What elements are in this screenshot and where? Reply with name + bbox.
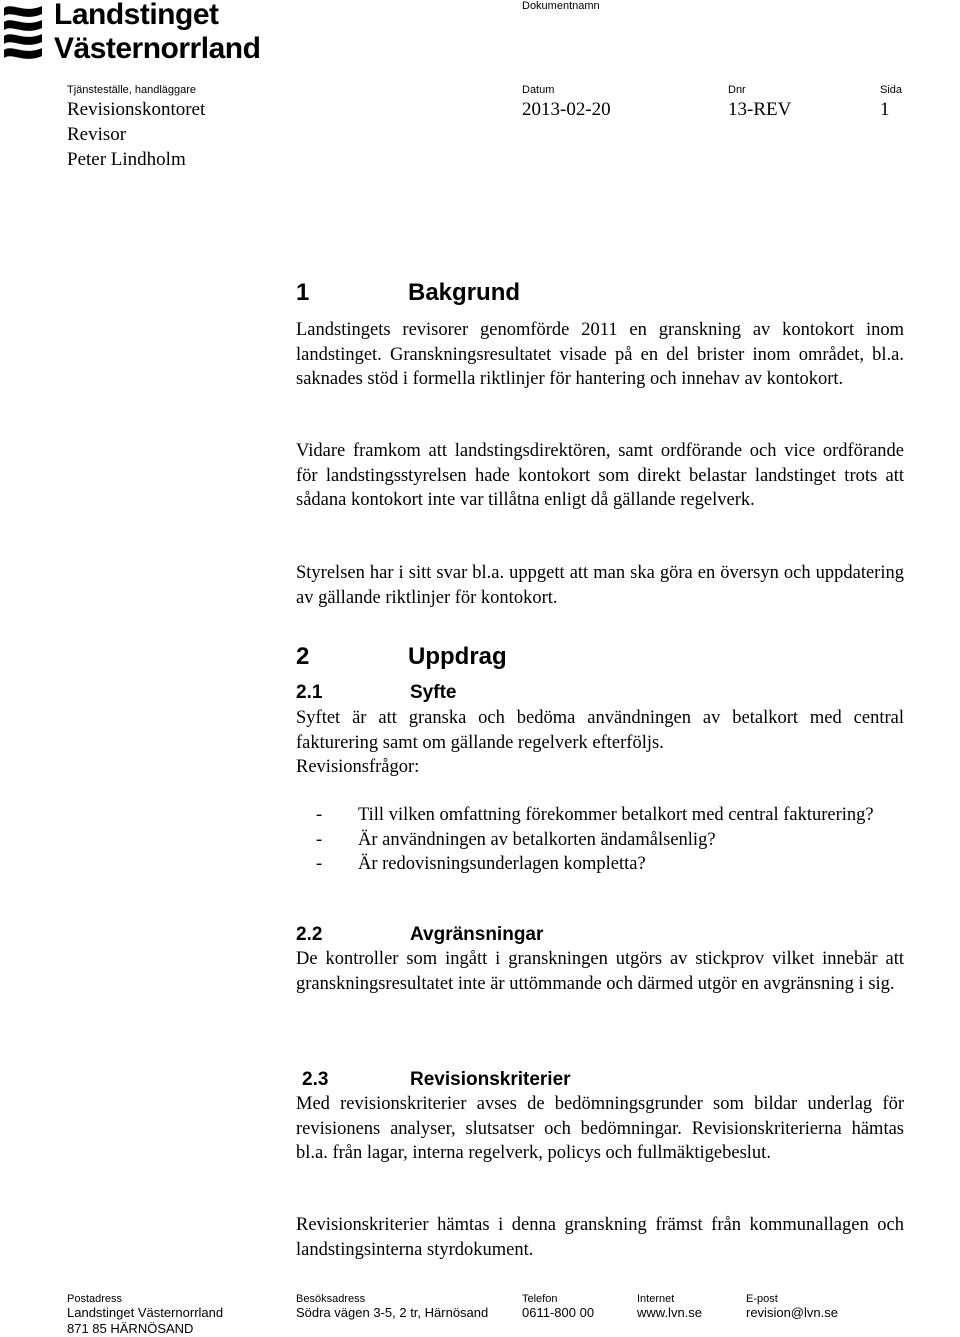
dnr-label: Dnr: [728, 84, 746, 96]
unit-line-2: Revisor: [67, 124, 127, 145]
unit-line-3: Peter Lindholm: [67, 149, 186, 170]
heading-title: Bakgrund: [408, 279, 521, 306]
list-item: - Är redovisningsunderlagen kompletta?: [316, 854, 646, 874]
page-value: 1: [880, 99, 890, 120]
revisionsfragor-label: Revisionsfrågor:: [296, 757, 420, 777]
footer-email-link[interactable]: revision@lvn.se: [746, 1305, 838, 1320]
unit-label: Tjänsteställe, handläggare: [67, 84, 197, 96]
heading-number: 2.1: [296, 682, 323, 703]
heading-uppdrag: [296, 643, 507, 671]
heading-number: 2.2: [296, 924, 323, 945]
heading-number: 2: [296, 643, 310, 670]
list-item: - Till vilken omfattning förekommer betalkort med central fakturering?: [316, 805, 874, 825]
footer-phone-value: 0611-800 00: [522, 1305, 595, 1320]
footer-email-label: E-post: [746, 1293, 778, 1305]
list-item: - Är användningen av betalkorten ändamålsenlig?: [316, 829, 716, 850]
paragraph-revisionskriterier-1: Med revisionskriterier avses de bedömningsgrunder som bildar underlag för revisionens analyser, slutsatser och bedömningar. Revisionskriterierna hämtas bl.a. från lagar, interna regelverk, policys och fullmäktigebeslut.: [296, 1094, 904, 1163]
doc-name-label: Dokumentnamn: [522, 0, 600, 12]
footer-post-value: Landstinget Västernorrland 871 85 HÄRNÖSAND: [67, 1305, 224, 1336]
heading-title: Uppdrag: [408, 643, 507, 670]
date-value: 2013-02-20: [522, 99, 611, 120]
logo-line-2: Västernorrland: [54, 32, 261, 65]
unit-block: [67, 97, 205, 172]
footer-visit-label: Besöksadress: [296, 1293, 366, 1305]
footer-post-label: Postadress: [67, 1293, 123, 1305]
heading-title: Syfte: [410, 682, 457, 703]
heading-title: Revisionskriterier: [410, 1069, 571, 1090]
heading-number: 1: [296, 279, 310, 306]
heading-title: Avgränsningar: [410, 924, 544, 945]
logo-line-1: Landstinget: [54, 0, 219, 31]
heading-avgransningar: [296, 924, 543, 946]
footer-web-label: Internet: [637, 1293, 675, 1305]
date-label: Datum: [522, 84, 555, 96]
heading-number: 2.3: [302, 1069, 329, 1090]
page-label: Sida: [880, 84, 903, 96]
revisionsfragor-list: [316, 803, 904, 877]
heading-syfte: [296, 682, 456, 704]
paragraph-syfte: Syftet är att granska och bedöma användningen av betalkort med central fakturering samt om gällande regelverk efterföljs.: [296, 708, 904, 753]
logo-wordmark: [54, 0, 260, 66]
heading-revisionskriterier: [302, 1069, 571, 1091]
paragraph-avgransningar: De kontroller som ingått i granskningen utgörs av stickprov vilket innebär att granskningsresultatet inte är uttömmande och därmed utgör en avgränsning i sig.: [296, 949, 904, 994]
footer-web-link[interactable]: www.lvn.se: [637, 1305, 703, 1320]
paragraph-revisionskriterier-2: Revisionskriterier hämtas i denna granskning främst från kommunallagen och landstingsinterna styrdokument.: [296, 1215, 904, 1260]
paragraph-bakgrund-2: Vidare framkom att landstingsdirektören, samt ordförande och vice ordförande för landstingsstyrelsen hade kontokort som direkt belastar landstinget trots att sådana kontokort inte var tillåtna enligt då gällande regelverk.: [296, 441, 904, 510]
paragraph-bakgrund-3: Styrelsen har i sitt svar bl.a. uppgett att man ska göra en översyn och uppdatering av gällande riktlinjer för kontokort.: [296, 563, 904, 608]
paragraph-bakgrund-1: Landstingets revisorer genomförde 2011 en granskning av kontokort inom landstinget. Granskningsresultatet visade på en del brister inom området, bl.a. saknades stöd i formella riktlinjer för hantering och innehav av kontokort.: [296, 320, 904, 389]
landstinget-logo-icon: [2, 2, 44, 64]
footer-visit-value: Södra vägen 3-5, 2 tr, Härnösand: [296, 1305, 489, 1320]
footer-phone-label: Telefon: [522, 1293, 558, 1305]
heading-bakgrund: [296, 279, 520, 307]
dnr-value: 13-REV: [728, 99, 792, 120]
unit-line-1: Revisionskontoret: [67, 99, 206, 120]
